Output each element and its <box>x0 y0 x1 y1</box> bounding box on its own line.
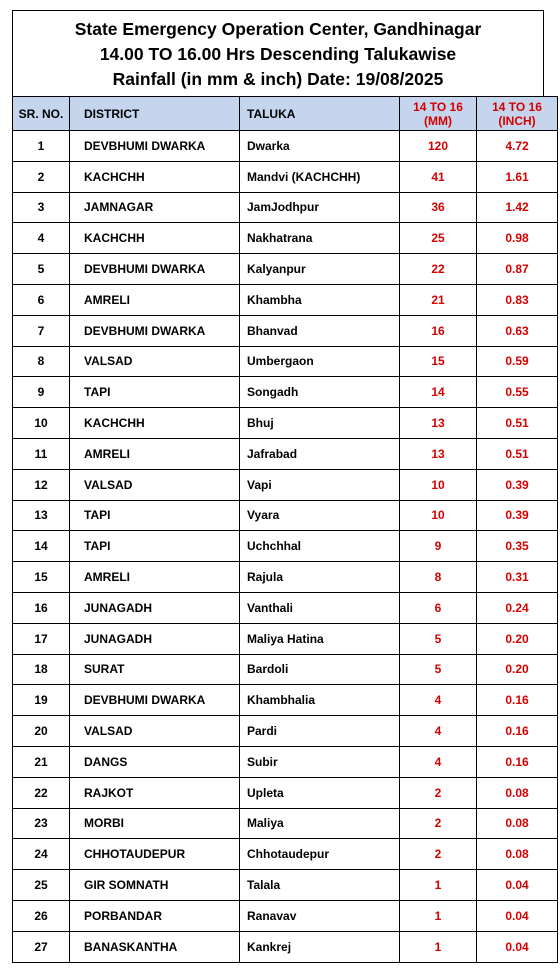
report-title <box>12 10 544 96</box>
table-row <box>13 808 558 839</box>
table-header <box>13 97 558 131</box>
table-row <box>13 685 558 716</box>
table-row <box>13 377 558 408</box>
cell-district: JUNAGADH <box>70 623 240 654</box>
cell-rainfall-inch: 0.24 <box>477 592 558 623</box>
cell-sr-no: 24 <box>13 839 70 870</box>
cell-sr-no: 10 <box>13 408 70 439</box>
cell-rainfall-inch: 0.63 <box>477 315 558 346</box>
cell-taluka: Vanthali <box>240 592 400 623</box>
cell-rainfall-mm: 8 <box>400 562 477 593</box>
cell-rainfall-inch: 0.51 <box>477 408 558 439</box>
cell-taluka: Talala <box>240 870 400 901</box>
cell-taluka: Kalyanpur <box>240 254 400 285</box>
cell-rainfall-inch: 1.42 <box>477 192 558 223</box>
cell-rainfall-mm: 22 <box>400 254 477 285</box>
cell-district: SURAT <box>70 654 240 685</box>
table-row <box>13 254 558 285</box>
cell-sr-no: 22 <box>13 777 70 808</box>
rainfall-report <box>12 10 544 963</box>
cell-rainfall-mm: 13 <box>400 408 477 439</box>
table-row <box>13 716 558 747</box>
cell-rainfall-mm: 25 <box>400 223 477 254</box>
header-mm <box>400 97 477 131</box>
cell-district: RAJKOT <box>70 777 240 808</box>
cell-district: AMRELI <box>70 438 240 469</box>
table-row <box>13 623 558 654</box>
cell-taluka: Maliya Hatina <box>240 623 400 654</box>
cell-sr-no: 17 <box>13 623 70 654</box>
cell-taluka: Ranavav <box>240 900 400 931</box>
table-row <box>13 839 558 870</box>
cell-rainfall-inch: 0.20 <box>477 654 558 685</box>
cell-rainfall-mm: 10 <box>400 469 477 500</box>
cell-taluka: Bhuj <box>240 408 400 439</box>
cell-sr-no: 21 <box>13 746 70 777</box>
cell-sr-no: 6 <box>13 284 70 315</box>
header-inch <box>477 97 558 131</box>
cell-taluka: Chhotaudepur <box>240 839 400 870</box>
cell-rainfall-mm: 21 <box>400 284 477 315</box>
cell-taluka: Subir <box>240 746 400 777</box>
cell-rainfall-inch: 0.39 <box>477 469 558 500</box>
cell-district: KACHCHH <box>70 408 240 439</box>
cell-rainfall-mm: 2 <box>400 839 477 870</box>
cell-rainfall-mm: 1 <box>400 870 477 901</box>
cell-taluka: Upleta <box>240 777 400 808</box>
cell-rainfall-mm: 120 <box>400 131 477 162</box>
cell-district: TAPI <box>70 500 240 531</box>
cell-district: KACHCHH <box>70 223 240 254</box>
cell-sr-no: 11 <box>13 438 70 469</box>
table-body <box>13 131 558 963</box>
cell-rainfall-inch: 0.16 <box>477 716 558 747</box>
cell-taluka: Dwarka <box>240 131 400 162</box>
cell-sr-no: 18 <box>13 654 70 685</box>
cell-rainfall-mm: 36 <box>400 192 477 223</box>
header-mm-line1: 14 TO 16 <box>413 99 463 114</box>
cell-taluka: Vapi <box>240 469 400 500</box>
cell-sr-no: 13 <box>13 500 70 531</box>
cell-rainfall-mm: 4 <box>400 746 477 777</box>
header-sr-no: SR. NO. <box>13 97 70 131</box>
cell-district: BANASKANTHA <box>70 931 240 962</box>
title-line-3: Rainfall (in mm & inch) Date: 19/08/2025 <box>112 69 444 89</box>
cell-district: PORBANDAR <box>70 900 240 931</box>
cell-district: DEVBHUMI DWARKA <box>70 131 240 162</box>
cell-district: CHHOTAUDEPUR <box>70 839 240 870</box>
table-row <box>13 408 558 439</box>
cell-rainfall-inch: 0.51 <box>477 438 558 469</box>
cell-taluka: Maliya <box>240 808 400 839</box>
table-row <box>13 223 558 254</box>
table-row <box>13 900 558 931</box>
cell-rainfall-inch: 1.61 <box>477 161 558 192</box>
header-district: DISTRICT <box>70 97 240 131</box>
table-row <box>13 500 558 531</box>
cell-taluka: Bardoli <box>240 654 400 685</box>
cell-rainfall-inch: 0.35 <box>477 531 558 562</box>
cell-sr-no: 16 <box>13 592 70 623</box>
cell-district: DANGS <box>70 746 240 777</box>
table-row <box>13 469 558 500</box>
cell-sr-no: 26 <box>13 900 70 931</box>
cell-rainfall-mm: 14 <box>400 377 477 408</box>
title-line-2: 14.00 TO 16.00 Hrs Descending Talukawise <box>99 44 457 64</box>
cell-sr-no: 14 <box>13 531 70 562</box>
cell-taluka: Jafrabad <box>240 438 400 469</box>
cell-rainfall-inch: 0.04 <box>477 900 558 931</box>
header-row <box>13 97 558 131</box>
cell-district: VALSAD <box>70 346 240 377</box>
cell-sr-no: 19 <box>13 685 70 716</box>
cell-taluka: Mandvi (KACHCHH) <box>240 161 400 192</box>
rainfall-table <box>12 96 558 963</box>
cell-district: VALSAD <box>70 469 240 500</box>
cell-rainfall-mm: 10 <box>400 500 477 531</box>
table-row <box>13 931 558 962</box>
cell-sr-no: 23 <box>13 808 70 839</box>
cell-rainfall-inch: 0.08 <box>477 808 558 839</box>
cell-taluka: Bhanvad <box>240 315 400 346</box>
cell-taluka: Songadh <box>240 377 400 408</box>
table-row <box>13 654 558 685</box>
table-row <box>13 131 558 162</box>
table-row <box>13 531 558 562</box>
cell-rainfall-mm: 16 <box>400 315 477 346</box>
table-row <box>13 592 558 623</box>
cell-rainfall-mm: 9 <box>400 531 477 562</box>
cell-rainfall-inch: 0.31 <box>477 562 558 593</box>
title-line-1: State Emergency Operation Center, Gandhinagar <box>74 19 482 39</box>
cell-rainfall-inch: 0.39 <box>477 500 558 531</box>
cell-sr-no: 9 <box>13 377 70 408</box>
cell-taluka: JamJodhpur <box>240 192 400 223</box>
cell-rainfall-inch: 0.08 <box>477 839 558 870</box>
cell-district: GIR SOMNATH <box>70 870 240 901</box>
cell-district: JAMNAGAR <box>70 192 240 223</box>
cell-taluka: Khambhalia <box>240 685 400 716</box>
cell-district: JUNAGADH <box>70 592 240 623</box>
cell-rainfall-mm: 6 <box>400 592 477 623</box>
table-row <box>13 161 558 192</box>
cell-rainfall-inch: 0.04 <box>477 870 558 901</box>
cell-taluka: Uchchhal <box>240 531 400 562</box>
cell-district: AMRELI <box>70 562 240 593</box>
cell-rainfall-mm: 13 <box>400 438 477 469</box>
cell-rainfall-mm: 1 <box>400 931 477 962</box>
cell-district: TAPI <box>70 377 240 408</box>
cell-rainfall-mm: 15 <box>400 346 477 377</box>
cell-rainfall-inch: 0.16 <box>477 746 558 777</box>
cell-rainfall-mm: 4 <box>400 685 477 716</box>
cell-district: DEVBHUMI DWARKA <box>70 685 240 716</box>
cell-rainfall-inch: 0.98 <box>477 223 558 254</box>
cell-taluka: Nakhatrana <box>240 223 400 254</box>
cell-sr-no: 4 <box>13 223 70 254</box>
cell-rainfall-mm: 2 <box>400 777 477 808</box>
table-row <box>13 438 558 469</box>
header-taluka: TALUKA <box>240 97 400 131</box>
cell-sr-no: 25 <box>13 870 70 901</box>
cell-sr-no: 7 <box>13 315 70 346</box>
table-row <box>13 746 558 777</box>
header-mm-line2: (MM) <box>424 113 452 128</box>
table-row <box>13 315 558 346</box>
cell-sr-no: 27 <box>13 931 70 962</box>
table-row <box>13 777 558 808</box>
cell-sr-no: 15 <box>13 562 70 593</box>
cell-rainfall-mm: 1 <box>400 900 477 931</box>
cell-district: DEVBHUMI DWARKA <box>70 315 240 346</box>
cell-rainfall-inch: 0.04 <box>477 931 558 962</box>
cell-district: DEVBHUMI DWARKA <box>70 254 240 285</box>
cell-district: VALSAD <box>70 716 240 747</box>
cell-district: MORBI <box>70 808 240 839</box>
cell-district: AMRELI <box>70 284 240 315</box>
cell-rainfall-mm: 5 <box>400 623 477 654</box>
cell-taluka: Kankrej <box>240 931 400 962</box>
cell-sr-no: 12 <box>13 469 70 500</box>
header-inch-line2: (INCH) <box>498 113 536 128</box>
cell-sr-no: 1 <box>13 131 70 162</box>
cell-rainfall-mm: 4 <box>400 716 477 747</box>
cell-sr-no: 5 <box>13 254 70 285</box>
header-inch-line1: 14 TO 16 <box>492 99 542 114</box>
cell-rainfall-inch: 0.16 <box>477 685 558 716</box>
table-row <box>13 284 558 315</box>
cell-rainfall-inch: 0.59 <box>477 346 558 377</box>
cell-district: TAPI <box>70 531 240 562</box>
cell-taluka: Rajula <box>240 562 400 593</box>
table-row <box>13 562 558 593</box>
cell-sr-no: 3 <box>13 192 70 223</box>
cell-taluka: Khambha <box>240 284 400 315</box>
cell-rainfall-inch: 0.87 <box>477 254 558 285</box>
cell-rainfall-inch: 4.72 <box>477 131 558 162</box>
cell-sr-no: 2 <box>13 161 70 192</box>
cell-district: KACHCHH <box>70 161 240 192</box>
cell-sr-no: 8 <box>13 346 70 377</box>
table-row <box>13 346 558 377</box>
cell-rainfall-mm: 5 <box>400 654 477 685</box>
table-row <box>13 192 558 223</box>
cell-taluka: Umbergaon <box>240 346 400 377</box>
cell-rainfall-inch: 0.20 <box>477 623 558 654</box>
cell-sr-no: 20 <box>13 716 70 747</box>
cell-rainfall-mm: 2 <box>400 808 477 839</box>
cell-rainfall-mm: 41 <box>400 161 477 192</box>
cell-taluka: Pardi <box>240 716 400 747</box>
cell-rainfall-inch: 0.83 <box>477 284 558 315</box>
cell-rainfall-inch: 0.08 <box>477 777 558 808</box>
cell-taluka: Vyara <box>240 500 400 531</box>
cell-rainfall-inch: 0.55 <box>477 377 558 408</box>
table-row <box>13 870 558 901</box>
